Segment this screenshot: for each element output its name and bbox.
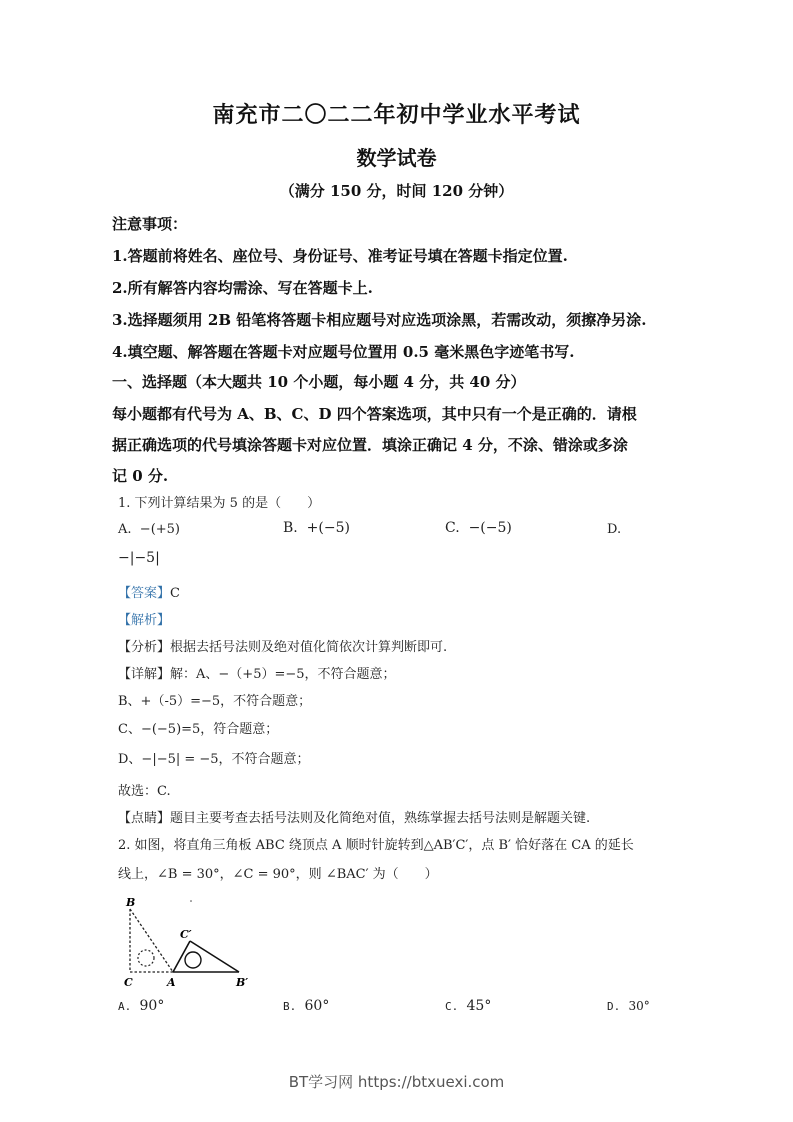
dianjing-line	[118, 807, 590, 826]
option-value: 30°	[628, 999, 650, 1013]
detail-line	[118, 663, 396, 682]
option-label: A.	[118, 522, 132, 537]
option-label: C.	[445, 520, 460, 536]
label-b: B	[126, 896, 136, 909]
q2-option-b	[283, 998, 329, 1014]
score-time: （满分 150 分，时间 120 分钟）	[279, 182, 514, 200]
q2-option-a	[118, 998, 164, 1014]
option-value: 60°	[304, 998, 330, 1014]
detail-text: 解：A、−（+5）=−5，不符合题意；	[170, 667, 396, 682]
detail-label: 【详解】	[118, 667, 171, 682]
notice-item: 2.所有解答内容均需涂、写在答题卡上.	[112, 279, 373, 297]
label-c-prime: C′	[180, 928, 192, 941]
answer-label: 【答案】	[118, 586, 171, 601]
q1-option-d-value: −|−5|	[118, 550, 160, 566]
option-value: 45°	[466, 998, 492, 1014]
option-value: 90°	[139, 998, 165, 1014]
analysis-label: 【解析】	[118, 613, 171, 628]
notice-heading: 注意事项：	[112, 215, 188, 233]
site-watermark: BT学习网 https://btxuexi.com	[288, 1073, 505, 1091]
detail-line: 故选：C.	[118, 784, 171, 799]
dianjing-text: 题目主要考查去括号法则及化简绝对值，熟练掌握去括号法则是解题关键.	[170, 811, 591, 826]
exam-subtitle: 数学试卷	[356, 146, 437, 170]
option-label: D.	[607, 1000, 621, 1013]
detail-line: D、−|−5| = −5，不符合题意；	[118, 752, 310, 767]
answer-line	[118, 582, 180, 601]
label-a: A	[167, 976, 176, 989]
question-2-stem-line1: 2. 如图，将直角三角板 ABC 绕顶点 A 顺时针旋转到△AB′C′，点 B′ 恰好落在 CA 的延长	[118, 838, 634, 853]
option-value: −(+5)	[139, 522, 180, 537]
question-2-stem-line2: 线上，∠B = 30°，∠C = 90°，则 ∠BAC′ 为（ ）	[118, 867, 438, 882]
label-c: C	[124, 976, 133, 989]
q1-option-a	[118, 522, 180, 537]
fenxi-label: 【分析】	[118, 640, 171, 655]
fenxi-text: 根据去括号法则及绝对值化简依次计算判断即可.	[170, 640, 448, 655]
notice-item: 1.答题前将姓名、座位号、身份证号、准考证号填在答题卡指定位置.	[112, 247, 568, 265]
dianjing-label: 【点睛】	[118, 811, 171, 826]
fenxi-line	[118, 636, 447, 655]
q1-option-d-label: D.	[607, 522, 622, 537]
q2-option-d	[607, 999, 650, 1014]
exam-title: 南充市二〇二二年初中学业水平考试	[212, 102, 581, 128]
q2-option-c	[445, 998, 491, 1014]
option-value: −(−5)	[468, 520, 512, 536]
option-label: C.	[445, 1000, 459, 1013]
label-b-prime: B′	[236, 976, 249, 989]
option-label: B.	[283, 520, 298, 536]
section-instructions: 每小题都有代号为 A、B、C、D 四个答案选项，其中只有一个是正确的．请根	[112, 405, 637, 423]
q1-option-c	[445, 520, 512, 536]
answer-value: C	[170, 586, 180, 601]
section-instructions: 据正确选项的代号填涂答题卡对应位置．填涂正确记 4 分，不涂、错涂或多涂	[112, 436, 628, 454]
section-instructions: 记 0 分.	[112, 467, 169, 485]
detail-line: C、−(−5)=5，符合题意；	[118, 722, 279, 737]
notice-item: 3.选择题须用 2B 铅笔将答题卡相应题号对应选项涂黑，若需改动，须擦净另涂.	[112, 311, 647, 329]
option-label: B.	[283, 1000, 297, 1013]
notice-item: 4.填空题、解答题在答题卡对应题号位置用 0.5 毫米黑色字迹笔书写.	[112, 343, 575, 361]
triangle-rotation-figure	[118, 892, 268, 992]
question-1-stem: 1. 下列计算结果为 5 的是（ ）	[118, 496, 321, 511]
section-heading: 一、选择题（本大题共 10 个小题，每小题 4 分，共 40 分）	[112, 373, 526, 391]
q1-option-b	[283, 520, 350, 536]
option-value: +(−5)	[306, 520, 350, 536]
detail-line: B、+（-5）=−5，不符合题意；	[118, 694, 312, 709]
option-label: A.	[118, 1000, 132, 1013]
